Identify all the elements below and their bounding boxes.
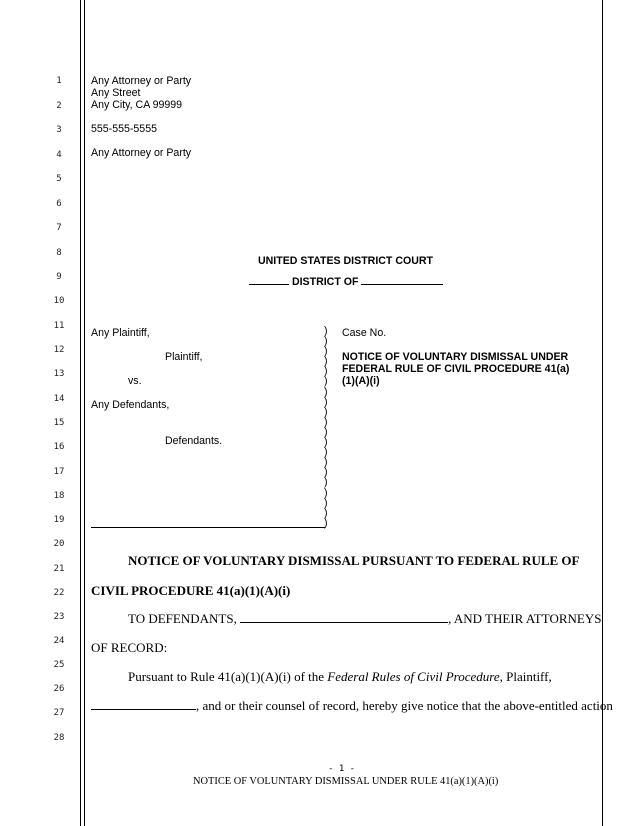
caption-bottom-rule	[91, 527, 325, 528]
attorney-phone: 555-555-5555	[91, 123, 157, 135]
court-district	[249, 273, 443, 288]
line-number: 27	[53, 708, 65, 718]
line-number: 9	[56, 272, 62, 282]
plaintiff-name: Any Plaintiff,	[91, 327, 150, 339]
attorney-street: Any Street	[91, 87, 141, 99]
line-number: 18	[53, 491, 65, 501]
pursuant-prefix: Pursuant to Rule 41(a)(1)(A)(i) of the	[128, 669, 325, 684]
caption-parentheses: ) ) ) ) ) ) ) ) ) ) ) ) ) ) ) ) ) ) ) )	[324, 325, 328, 529]
line-number: 3	[56, 125, 62, 135]
line-number: 5	[56, 174, 62, 184]
attorney-name: Any Attorney or Party	[91, 75, 192, 87]
line-number: 26	[53, 684, 65, 694]
case-number-label: Case No.	[342, 327, 387, 339]
to-defendants-prefix: TO DEFENDANTS,	[128, 611, 237, 626]
line-number: 21	[53, 564, 65, 574]
line-number: 7	[56, 223, 62, 233]
pursuant-paragraph-line-1	[128, 669, 552, 685]
line-number: 14	[53, 394, 65, 404]
left-margin-rule-inner	[84, 0, 85, 826]
left-margin-rule-outer	[80, 0, 81, 826]
line-number: 10	[53, 296, 65, 306]
pursuant-line-2-text: , and or their counsel of record, hereby give notice that the above-entitled action	[196, 698, 613, 713]
to-defendants-suffix: , AND THEIR ATTORNEYS	[448, 611, 602, 626]
notice-heading-line-2: CIVIL PROCEDURE 41(a)(1)(A)(i)	[91, 583, 291, 598]
line-number: 2	[56, 101, 62, 111]
to-defendants-line	[128, 611, 601, 627]
plaintiff-name-blank	[91, 698, 196, 710]
line-number: 16	[53, 442, 65, 452]
line-number: 8	[56, 248, 62, 258]
defendants-names-blank	[240, 611, 448, 623]
footer-page-number: - 1 -	[328, 764, 356, 774]
line-number: 11	[53, 321, 65, 331]
line-numbers	[0, 0, 76, 826]
attorney-city: Any City, CA 99999	[91, 99, 183, 111]
pursuant-suffix: , Plaintiff,	[499, 669, 552, 684]
plaintiff-role: Plaintiff,	[165, 351, 203, 363]
district-label: DISTRICT OF	[291, 276, 359, 288]
court-name: UNITED STATES DISTRICT COURT	[258, 255, 433, 267]
line-number: 24	[53, 636, 65, 646]
line-number: 15	[53, 418, 65, 428]
attorney-for-party: Any Attorney or Party	[91, 147, 192, 159]
document-title-line-2: FEDERAL RULE OF CIVIL PROCEDURE 41(a)	[342, 363, 570, 375]
notice-heading-line-1: NOTICE OF VOLUNTARY DISMISSAL PURSUANT TO FEDERAL RULE OF	[128, 553, 580, 568]
pursuant-italic-title: Federal Rules of Civil Procedure	[327, 669, 500, 684]
line-number: 19	[53, 515, 65, 525]
line-number: 13	[53, 369, 65, 379]
of-record-label: OF RECORD:	[91, 640, 168, 655]
footer-title: NOTICE OF VOLUNTARY DISMISSAL UNDER RULE 41(a)(1)(A)(i)	[193, 776, 499, 787]
line-number: 17	[53, 467, 65, 477]
line-number: 1	[56, 76, 62, 86]
defendant-name: Any Defendants,	[91, 399, 170, 411]
district-blank-right	[361, 273, 443, 285]
line-number: 12	[53, 345, 65, 355]
line-number: 28	[53, 733, 65, 743]
line-number: 25	[53, 660, 65, 670]
line-number: 22	[53, 588, 65, 598]
line-number: 23	[53, 612, 65, 622]
pursuant-paragraph-line-2	[91, 698, 613, 714]
line-number: 20	[53, 539, 65, 549]
document-title-line-1: NOTICE OF VOLUNTARY DISMISSAL UNDER	[342, 351, 569, 363]
line-number: 6	[56, 199, 62, 209]
line-number: 4	[56, 150, 62, 160]
defendant-role: Defendants.	[165, 435, 223, 447]
document-title-line-3: (1)(A)(i)	[342, 375, 380, 387]
district-blank-left	[249, 273, 289, 285]
versus-label: vs.	[128, 375, 142, 387]
